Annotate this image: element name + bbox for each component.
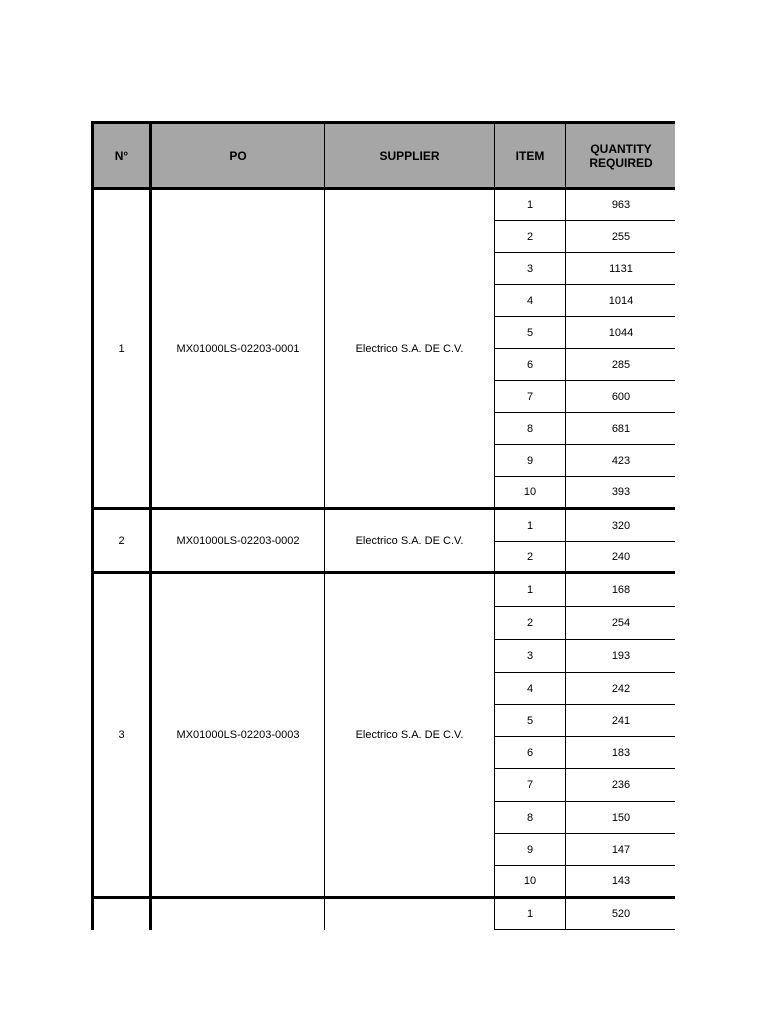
supplier-cell: Electrico S.A. DE C.V.: [325, 509, 495, 573]
purchase-order-table: [91, 121, 675, 930]
quantity-cell: 240: [566, 542, 676, 573]
item-cell: 2: [495, 221, 566, 253]
item-cell: 7: [495, 769, 566, 802]
header-quantity-line1: QUANTITY: [590, 141, 652, 156]
item-cell: 2: [495, 542, 566, 573]
header-quantity-line2: REQUIRED: [589, 155, 653, 170]
quantity-cell: 143: [566, 866, 676, 898]
item-cell: 1: [495, 509, 566, 542]
quantity-cell: 963: [566, 189, 676, 221]
po-number-cell: MX01000LS-02203-0001: [151, 189, 325, 509]
header-po: PO: [151, 123, 325, 189]
po-number-cell: MX01000LS-02203-0003: [151, 573, 325, 898]
quantity-cell: 520: [566, 898, 676, 930]
po-number-cell: [151, 898, 325, 930]
order-number-cell: 3: [93, 573, 151, 898]
supplier-cell: Electrico S.A. DE C.V.: [325, 573, 495, 898]
item-cell: 4: [495, 285, 566, 317]
header-n: N°: [93, 123, 151, 189]
item-cell: 10: [495, 477, 566, 509]
item-cell: 9: [495, 445, 566, 477]
header-item: ITEM: [495, 123, 566, 189]
table-row: [93, 189, 676, 221]
item-cell: 8: [495, 802, 566, 834]
quantity-cell: 147: [566, 834, 676, 866]
quantity-cell: 241: [566, 705, 676, 737]
item-cell: 3: [495, 253, 566, 285]
supplier-cell: Electrico S.A. DE C.V.: [325, 189, 495, 509]
item-cell: 6: [495, 737, 566, 769]
item-cell: 4: [495, 673, 566, 705]
header-row: [93, 123, 676, 189]
quantity-cell: 600: [566, 381, 676, 413]
quantity-cell: 255: [566, 221, 676, 253]
header-supplier: SUPPLIER: [325, 123, 495, 189]
order-number-cell: [93, 898, 151, 930]
quantity-cell: 193: [566, 640, 676, 673]
item-cell: 5: [495, 705, 566, 737]
spreadsheet-page: [91, 121, 675, 936]
quantity-cell: 393: [566, 477, 676, 509]
quantity-cell: 150: [566, 802, 676, 834]
quantity-cell: 183: [566, 737, 676, 769]
table-body: [93, 189, 676, 930]
header-quantity-required: [566, 123, 676, 189]
table-row: [93, 509, 676, 542]
item-cell: 7: [495, 381, 566, 413]
quantity-cell: 1044: [566, 317, 676, 349]
quantity-cell: 320: [566, 509, 676, 542]
item-cell: 1: [495, 189, 566, 221]
item-cell: 9: [495, 834, 566, 866]
quantity-cell: 1014: [566, 285, 676, 317]
quantity-cell: 423: [566, 445, 676, 477]
quantity-cell: 254: [566, 607, 676, 640]
item-cell: 8: [495, 413, 566, 445]
item-cell: 6: [495, 349, 566, 381]
item-cell: 5: [495, 317, 566, 349]
order-number-cell: 2: [93, 509, 151, 573]
quantity-cell: 285: [566, 349, 676, 381]
quantity-cell: 681: [566, 413, 676, 445]
quantity-cell: 242: [566, 673, 676, 705]
item-cell: 3: [495, 640, 566, 673]
item-cell: 10: [495, 866, 566, 898]
order-number-cell: 1: [93, 189, 151, 509]
po-number-cell: MX01000LS-02203-0002: [151, 509, 325, 573]
supplier-cell: [325, 898, 495, 930]
table-row: [93, 573, 676, 607]
quantity-cell: 236: [566, 769, 676, 802]
item-cell: 1: [495, 573, 566, 607]
quantity-cell: 168: [566, 573, 676, 607]
table-row: [93, 898, 676, 930]
item-cell: 2: [495, 607, 566, 640]
item-cell: 1: [495, 898, 566, 930]
quantity-cell: 1131: [566, 253, 676, 285]
